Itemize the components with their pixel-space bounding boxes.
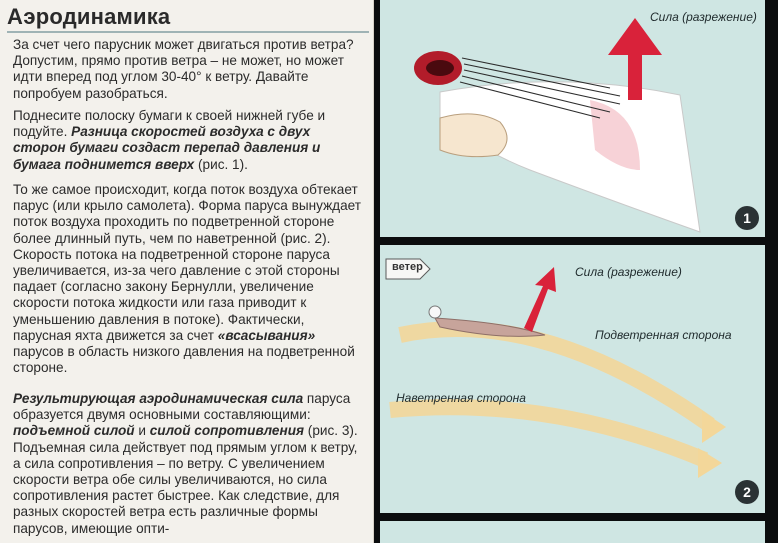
paragraph-experiment-emphasis: Разница скоростей воздуха с двух сторон бумаги создаст перепад давления и бумага поднимется вверх — [13, 124, 321, 172]
article-title: Аэродинамика — [7, 4, 171, 29]
paragraph-sail-emphasis: «всасывания» — [217, 327, 316, 343]
flow-arrow-head-1 — [702, 411, 726, 443]
paragraph-experiment-ref: (рис. 1). — [194, 156, 248, 172]
windward-side-label: Наветренная сторона — [396, 391, 526, 405]
paragraph-force-lift: подъемной силой — [13, 423, 135, 439]
figure-2-force-label: Сила (разрежение) — [575, 265, 682, 279]
paragraph-force-and: и — [134, 423, 150, 439]
title-divider — [7, 31, 369, 33]
paragraph-force — [13, 391, 365, 537]
paragraph-force-text-1: паруса образуется двумя основными составляющими: — [13, 391, 351, 423]
figure-2-drawing — [380, 245, 765, 513]
mouth-opening — [426, 60, 454, 76]
figure-2-number-badge: 2 — [735, 480, 759, 504]
paragraph-experiment — [13, 108, 365, 173]
paragraph-force-drag: силой сопротивления — [149, 423, 305, 439]
figure-3-panel — [380, 521, 765, 543]
hand-icon — [440, 114, 507, 157]
paragraph-sail — [13, 182, 365, 376]
paragraph-intro: За счет чего парусник может двигаться против ветра? Допустим, прямо против ветра – не может, но может идти вперед под углом 30-40° к ветру. Давайте попробуем разобраться. — [13, 37, 354, 101]
wind-label: ветер — [392, 261, 423, 273]
figure-1-force-label: Сила (разрежение) — [650, 10, 757, 24]
leeward-side-label: Подветренная сторона — [595, 328, 732, 342]
force-arrow-diagonal — [524, 267, 556, 332]
flow-arrow-head-2 — [698, 448, 722, 478]
paragraph-force-text-2: (рис. 3). Подъемная сила действует под прямым углом к ветру, а сила сопротивления – по ветру. С увеличением скорости ветра обе силы увеличиваются, но сила сопротивления растет быстрее. Как следствие, для разных скоростей ветра есть различные формы парусов, имеющие опти- — [13, 423, 358, 536]
paragraph-sail-end: парусов в область низкого давления на подветренной стороне. — [13, 344, 355, 376]
paragraph-experiment-text: Поднесите полоску бумаги к своей нижней губе и подуйте. — [13, 108, 326, 140]
figure-1-number-badge: 1 — [735, 206, 759, 230]
article-column — [0, 0, 374, 543]
figure-1-panel — [380, 0, 765, 237]
figure-2-panel — [380, 245, 765, 513]
mast-icon — [429, 306, 441, 318]
figure-1-drawing — [380, 0, 765, 237]
paragraph-sail-text: То же самое происходит, когда поток воздуха обтекает парус (или крыло самолета). Форма паруса вынуждает поток воздуха проходить по подветренной стороне более длинный путь, чем по наветренной (рис. 2). Скорость потока на подветренной стороне паруса увеличивается, из-за чего давление с этой стороны падает (согласно закону Бернулли, увеличение скорости потока жидкости или газа приводит к уменьшению давления в потоке). Фактически, парусная яхта движется за счет — [13, 182, 362, 343]
paragraph-force-term: Результирующая аэродинамическая сила — [13, 391, 304, 406]
